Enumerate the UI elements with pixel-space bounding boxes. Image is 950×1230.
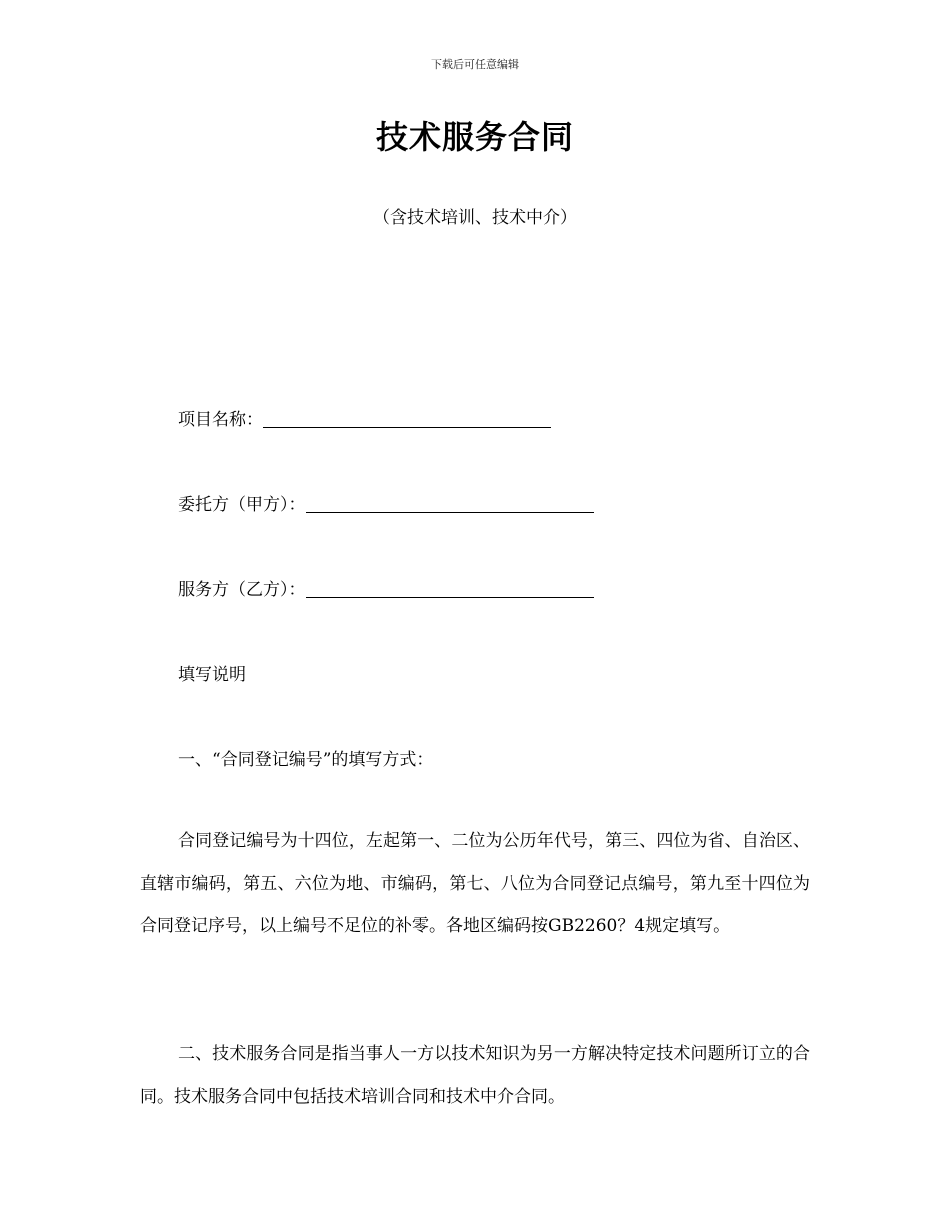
item2-paragraph: 二、技术服务合同是指当事人一方以技术知识为另一方解决特定技术问题所订立的合同。技术服务合同中包括技术培训合同和技术中介合同。 (140, 1044, 810, 1107)
service-party-label: 服务方（乙方）： (178, 580, 306, 600)
item1-paragraph: 合同登记编号为十四位，左起第一、二位为公历年代号，第三、四位为省、自治区、直辖市编码，第五、六位为地、市编码，第七、八位为合同登记点编号，第九至十四位为合同登记序号，以上编号不足位的补零。各地区编码按GB2260？4规定填写。 (140, 831, 810, 936)
document-title: 技术服务合同 (375, 118, 574, 156)
project-name-field (178, 405, 551, 430)
header-note: 下载后可任意编辑 (431, 58, 519, 71)
item1-heading: 一、“合同登记编号”的填写方式： (178, 750, 434, 770)
service-party-blank[interactable] (306, 596, 594, 598)
client-party-blank[interactable] (306, 511, 594, 513)
project-name-blank[interactable] (263, 426, 551, 428)
client-party-label: 委托方（甲方）： (178, 495, 306, 515)
document-subtitle: （含技术培训、技术中介） (373, 208, 577, 228)
project-name-label: 项目名称： (178, 410, 263, 430)
service-party-field (178, 575, 594, 600)
client-party-field (178, 490, 594, 515)
instructions-heading: 填写说明 (178, 665, 246, 685)
